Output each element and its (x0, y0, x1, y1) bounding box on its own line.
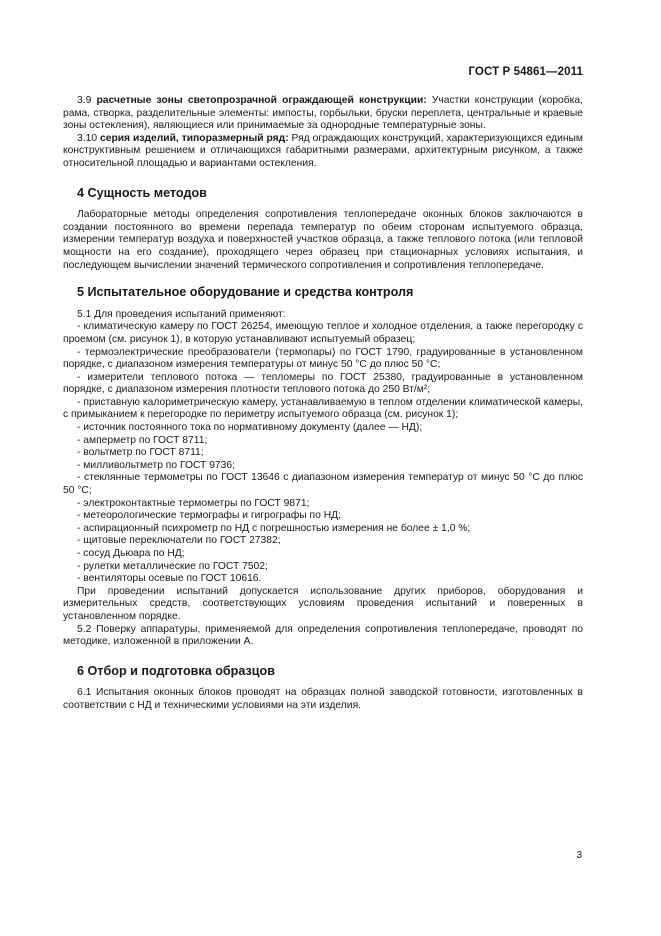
section-5-heading: 5 Испытательное оборудование и средства контроля (77, 285, 414, 300)
list-item: - термоэлектрические преобразователи (термопары) по ГОСТ 1790, градуированные в установленном порядке, с диапазоном измерения температуры от минус 50 °С до плюс 50 °С; (63, 346, 583, 371)
list-item: - вольтметр по ГОСТ 8711; (77, 447, 204, 459)
clause-number: 3.10 (77, 132, 100, 144)
clause-3-10 (63, 133, 583, 171)
list-item: - сосуд Дьюара по НД; (77, 548, 185, 559)
list-item: - измерители теплового потока — тепломеры по ГОСТ 25380, градуированные в установленном порядке, с диапазоном измерения плотности теплового потока до 250 Вт/м²; (63, 371, 583, 396)
list-item: - милливольтметр по ГОСТ 9736; (77, 459, 235, 471)
term: расчетные зоны светопрозрачной ограждающей конструкции: (96, 95, 427, 106)
definition: Ряд ограждающих конструкций, характеризующихся единым конструктивным решением и отличающихся габаритными размерами, архитектурным рисунком, а также относительной площадью и вариантами остекления. (63, 132, 583, 169)
clause-number: 3.9 (77, 95, 97, 106)
list-item: - стеклянные термометры по ГОСТ 13646 с диапазоном измерения температур от минус 50 °С до плюс 50 °С; (63, 472, 583, 497)
list-item: - метеорологические термографы и гигрографы по НД; (77, 510, 341, 522)
clause-6-1: 6.1 Испытания оконных блоков проводят на образцах полной заводской готовности, изготовленных в соответствии с НД и техническими условиями на эти изделия. (63, 687, 583, 711)
term: серия изделий, типоразмерный ряд: (99, 132, 289, 144)
list-item: - щитовые переключатели по ГОСТ 27382; (77, 535, 281, 547)
document-id-header: ГОСТ Р 54861—2011 (468, 66, 583, 78)
list-item: - приставную калориметрическую камеру, устанавливаемую в теплом отделении климатической камеры, с примыканием к перегородке по периметру испытуемого образца (см. рисунок 1); (63, 396, 583, 421)
equipment-list (63, 321, 583, 585)
list-item: - электроконтактные термометры по ГОСТ 9871; (77, 497, 310, 509)
clause-5-1-note: При проведении испытаний допускается использование других приборов, оборудования и измерительных средств, соответствующих условиям проведения испытаний и поверенных в установленном порядке. (63, 585, 583, 622)
section-4-text: Лабораторные методы определения сопротивления теплопередаче оконных блоков заключаются в создании постоянного во времени перепада температур по обеим сторонам испытуемого образца, измерении температур воздуха и поверхностей участков образца, а также теплового потока (или тепловой мощности на его создание), проходящего через образец при стационарных условиях испытания, и последующем вычислении значений термического сопротивления и сопротивления теплопередаче. (63, 209, 583, 271)
definition: Участки конструкции (коробка, рама, створка, разделительные элементы: импосты, горбыльки, бруски переплета, центральные и краевые зоны остекления), являющиеся или принимаемые за однородные температурные зоны. (63, 95, 583, 132)
list-item: - амперметр по ГОСТ 8711; (77, 434, 208, 446)
list-item: - аспирационный психрометр по НД с погрешностью измерения не более ± 1,0 %; (77, 522, 471, 534)
section-4-heading: 4 Сущность методов (77, 185, 207, 200)
clause-5-1-intro: 5.1 Для проведения испытаний применяют: (77, 308, 286, 320)
list-item: - вентиляторы осевые по ГОСТ 10616. (77, 573, 262, 585)
list-item: - рулетки металлические по ГОСТ 7502; (77, 560, 268, 572)
section-6-heading: 6 Отбор и подготовка образцов (77, 663, 275, 678)
document-body (63, 95, 583, 713)
clause-3-9 (63, 95, 583, 133)
list-item: - источник постоянного тока по нормативному документу (далее — НД); (77, 422, 423, 434)
page-number: 3 (576, 850, 582, 861)
clause-5-2: 5.2 Поверку аппаратуры, применяемой для определения сопротивления теплопередаче, проводят по методике, изложенной в приложении А. (63, 623, 583, 648)
list-item: - климатическую камеру по ГОСТ 26254, имеющую теплое и холодное отделения, а также перегородку с проемом (см. рисунок 1), в которую устанавливают испытуемый образец; (63, 321, 583, 345)
